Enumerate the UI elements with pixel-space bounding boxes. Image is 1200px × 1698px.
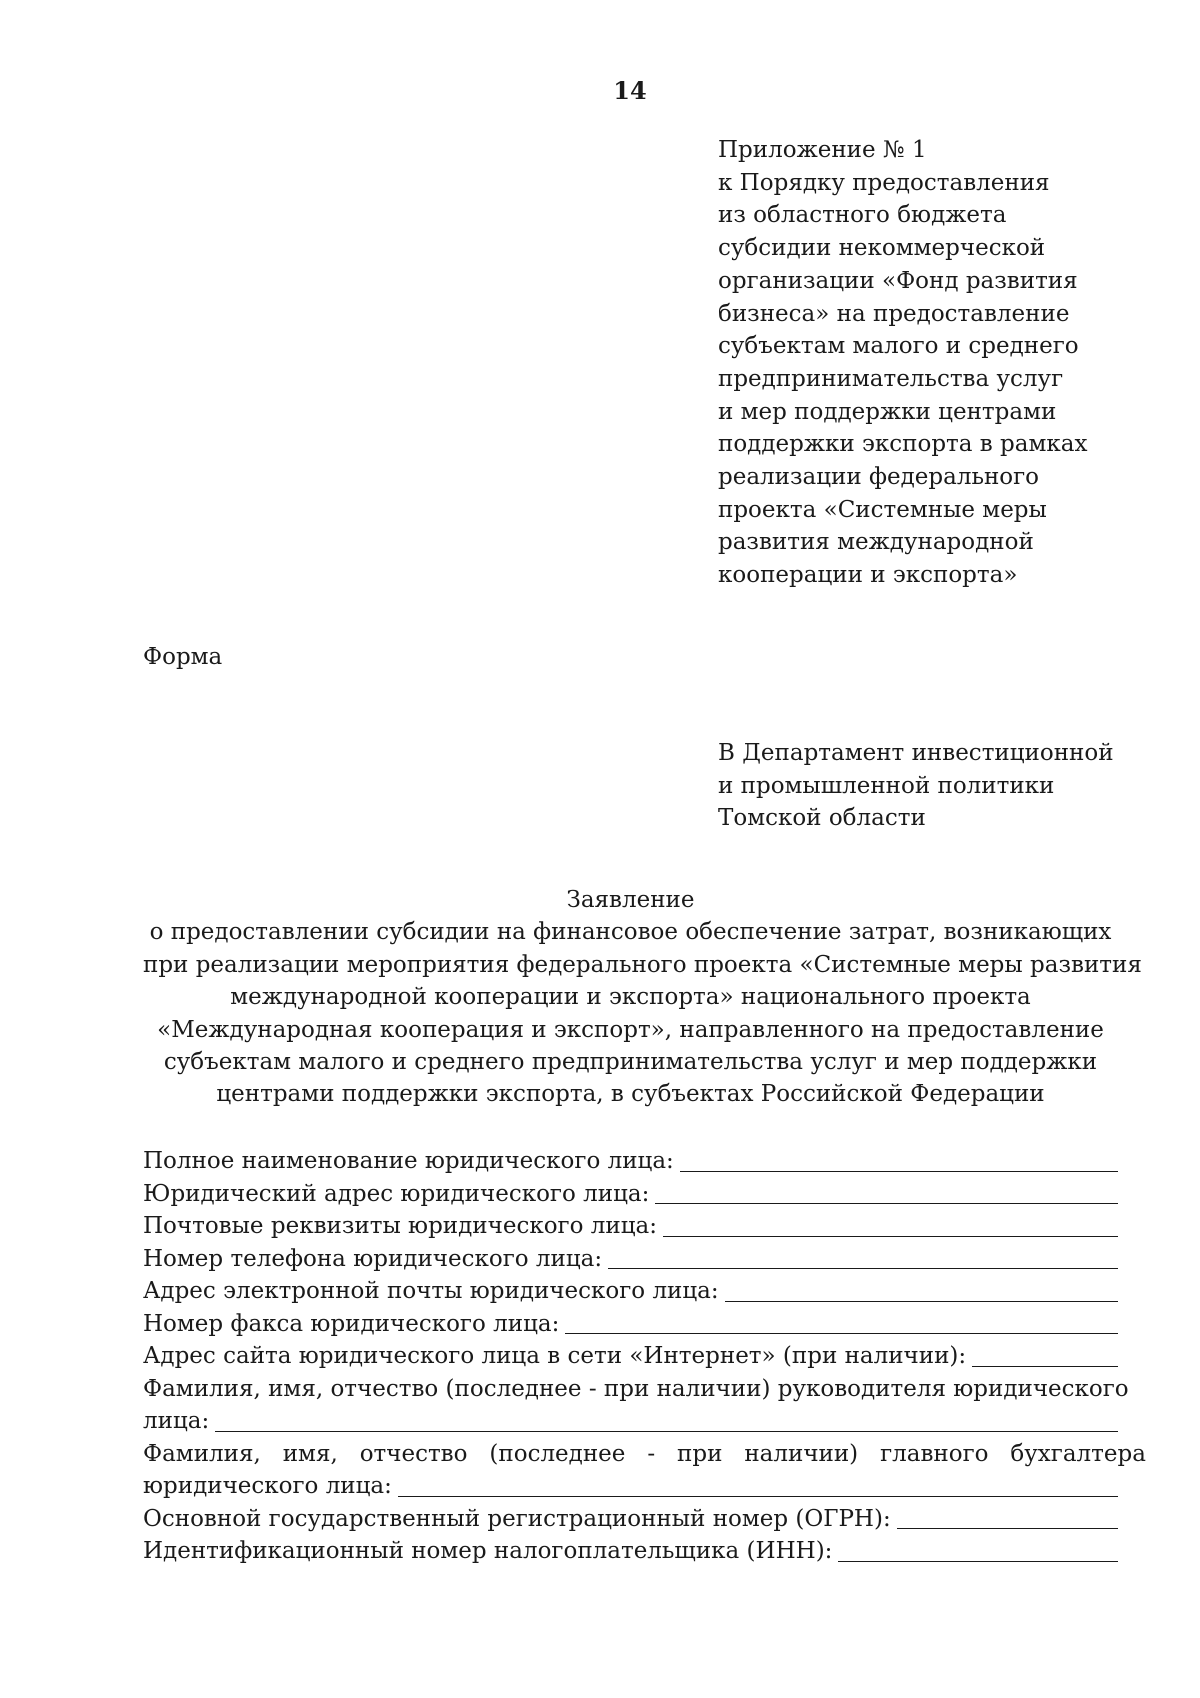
website-blank[interactable] [972, 1344, 1118, 1367]
email-blank[interactable] [725, 1279, 1118, 1302]
field-label: Адрес сайта юридического лица в сети «Интернет» (при наличии): [143, 1343, 967, 1369]
title-line: о предоставлении субсидии на финансовое обеспечение затрат, возникающих [149, 919, 1112, 946]
field-website [143, 1340, 1118, 1373]
full-name-blank[interactable] [680, 1149, 1118, 1172]
ogrn-blank[interactable] [897, 1506, 1118, 1529]
field-phone [143, 1243, 1118, 1276]
addressee [718, 737, 1178, 835]
appendix-line: бизнеса» на предоставление [718, 300, 1070, 327]
field-accountant-line2 [143, 1470, 1118, 1503]
field-director-line1 [143, 1373, 1129, 1406]
field-label: Фамилия, имя, отчество (последнее - при наличии) руководителя юридического [143, 1375, 1129, 1402]
field-postal-details [143, 1210, 1118, 1243]
field-full-name [143, 1145, 1118, 1178]
director-name-blank[interactable] [215, 1409, 1118, 1432]
field-label: лица: [143, 1408, 210, 1434]
field-label: Почтовые реквизиты юридического лица: [143, 1213, 657, 1239]
phone-blank[interactable] [608, 1246, 1118, 1269]
field-label: Юридический адрес юридического лица: [143, 1180, 650, 1207]
appendix-line: организации «Фонд развития [718, 267, 1078, 294]
appendix-line: развития международной [718, 529, 1034, 556]
field-label: Идентификационный номер налогоплательщика (ИНН): [143, 1538, 833, 1564]
field-label: Номер телефона юридического лица: [143, 1245, 603, 1272]
appendix-line: субъектам малого и среднего [718, 333, 1079, 360]
fax-blank[interactable] [565, 1311, 1118, 1334]
addressee-line: и промышленной политики [718, 772, 1055, 799]
accountant-name-blank[interactable] [398, 1474, 1118, 1497]
appendix-line: поддержки экспорта в рамках [718, 431, 1088, 458]
title-line: при реализации мероприятия федерального проекта «Системные меры развития [143, 951, 1142, 978]
appendix-line: реализации федерального [718, 464, 1040, 491]
field-accountant-line1 [143, 1438, 1146, 1471]
appendix-line: кооперации и экспорта» [718, 562, 1018, 589]
appendix-line: из областного бюджета [718, 202, 1007, 229]
title-line: субъектам малого и среднего предпринимательства услуг и мер поддержки [163, 1049, 1098, 1076]
field-label: Фамилия, имя, отчество (последнее - при наличии) главного бухгалтера [143, 1440, 1146, 1467]
field-label: Номер факса юридического лица: [143, 1310, 560, 1337]
title-heading: Заявление [566, 887, 695, 913]
form-label: Форма [143, 644, 223, 670]
title-line: «Международная кооперация и экспорт», направленного на предоставление [157, 1016, 1104, 1043]
title-line: международной кооперации и экспорта» национального проекта [230, 984, 1031, 1011]
legal-address-blank[interactable] [655, 1181, 1118, 1204]
addressee-line: В Департамент инвестиционной [718, 740, 1114, 766]
field-fax [143, 1308, 1118, 1341]
appendix-line: к Порядку предоставления [718, 169, 1050, 196]
field-label: юридического лица: [143, 1473, 392, 1499]
appendix-line: предпринимательства услуг [718, 365, 1064, 392]
appendix-line: субсидии некоммерческой [718, 235, 1046, 262]
field-inn [143, 1535, 1118, 1568]
addressee-line: Томской области [718, 805, 926, 831]
appendix-line: проекта «Системные меры [718, 496, 1047, 523]
field-label: Основной государственный регистрационный номер (ОГРН): [143, 1505, 891, 1532]
field-label: Полное наименование юридического лица: [143, 1148, 674, 1174]
field-ogrn [143, 1503, 1118, 1536]
page-number: 14 [613, 76, 647, 105]
document-title [143, 884, 1142, 1111]
field-label: Адрес электронной почты юридического лица: [143, 1278, 719, 1304]
field-legal-address [143, 1178, 1118, 1211]
application-fields [143, 1145, 1146, 1568]
inn-blank[interactable] [838, 1539, 1118, 1562]
title-line: центрами поддержки экспорта, в субъектах Российской Федерации [216, 1081, 1045, 1108]
field-director-line2 [143, 1405, 1118, 1438]
appendix-line: и мер поддержки центрами [718, 398, 1057, 425]
appendix-reference [718, 134, 1178, 592]
field-email [143, 1275, 1118, 1308]
postal-details-blank[interactable] [663, 1214, 1118, 1237]
appendix-line: Приложение № 1 [718, 137, 927, 163]
